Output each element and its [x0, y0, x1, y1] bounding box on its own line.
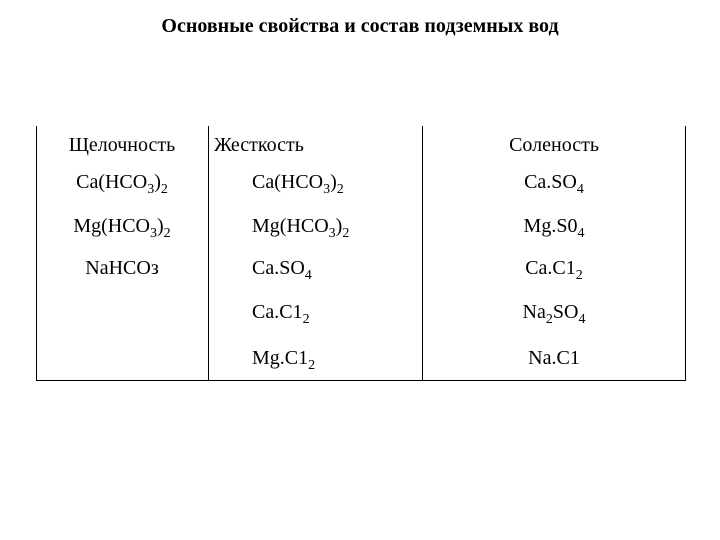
hardness-cell: $Ca.C1_2$ — [252, 301, 310, 327]
salinity-cell: $Ca.C1_2$ — [525, 257, 583, 283]
alkalinity-cell: $Mg(HCO_3)_2$ — [73, 215, 171, 241]
hardness-cell: $Ca.SO_4$ — [252, 257, 312, 283]
header-alkalinity: Щелочность — [68, 134, 176, 156]
column-divider — [422, 126, 423, 381]
salinity-cell: Na.C1 — [528, 347, 580, 369]
hardness-cell: $Ca(HCO_3)_2$ — [252, 171, 344, 197]
salinity-cell: $Na_2SO_4$ — [522, 301, 586, 327]
page-title: Основные свойства и состав подземных вод — [161, 15, 559, 37]
column-divider — [208, 126, 209, 381]
alkalinity-cell: NaHCOз — [85, 257, 159, 279]
salinity-cell: $Ca.SO_4$ — [524, 171, 584, 197]
salinity-cell: $Mg.S0_4$ — [523, 215, 585, 241]
hardness-cell: $Mg(HCO_3)_2$ — [252, 215, 350, 241]
header-salinity: Соленость — [509, 134, 599, 156]
alkalinity-cell: $Ca(HCO_3)_2$ — [76, 171, 168, 197]
header-hardness: Жесткость — [214, 134, 304, 156]
table-frame — [36, 126, 686, 381]
hardness-cell: $Mg.C1_2$ — [252, 347, 316, 373]
